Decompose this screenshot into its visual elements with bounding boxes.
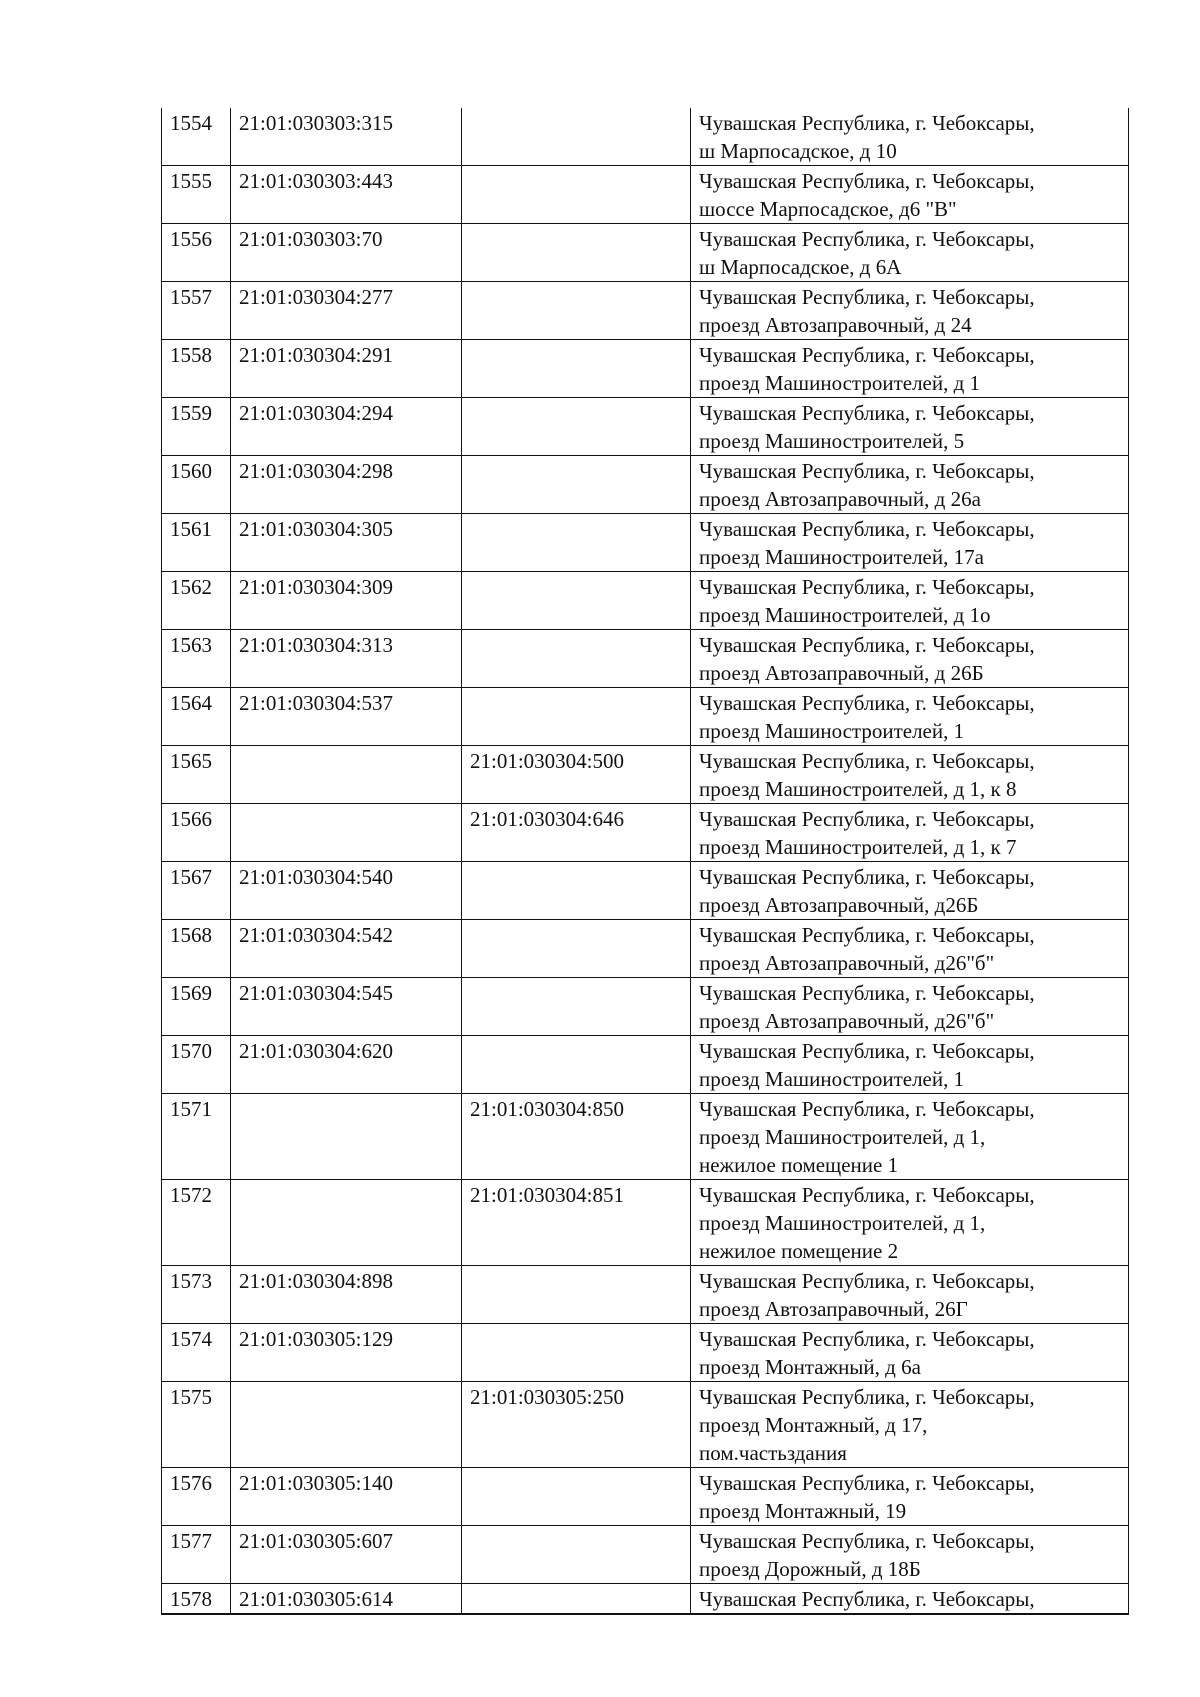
address-line: Чувашская Республика, г. Чебоксары, (699, 807, 1035, 831)
table-row (162, 456, 1129, 514)
land-cadastral-number-cell: 21:01:030304:620 (231, 1036, 462, 1094)
land-cadastral-number-cell (231, 746, 462, 804)
table-row (162, 920, 1129, 978)
address-cell (691, 978, 1129, 1036)
table-row (162, 1382, 1129, 1468)
registry-table-body (162, 108, 1129, 1614)
row-number-cell: 1565 (162, 746, 231, 804)
row-number-cell: 1557 (162, 282, 231, 340)
object-cadastral-number-cell (462, 224, 691, 282)
object-cadastral-number-cell (462, 514, 691, 572)
address-line: проезд Машиностроителей, 17а (699, 545, 984, 569)
table-row (162, 1180, 1129, 1266)
object-cadastral-number-cell (462, 108, 691, 166)
row-number-cell: 1558 (162, 340, 231, 398)
address-line: проезд Машиностроителей, 5 (699, 429, 965, 453)
table-row (162, 572, 1129, 630)
land-cadastral-number-cell: 21:01:030305:614 (231, 1584, 462, 1615)
land-cadastral-number-cell: 21:01:030303:70 (231, 224, 462, 282)
land-cadastral-number-cell: 21:01:030304:545 (231, 978, 462, 1036)
table-row (162, 862, 1129, 920)
row-number-cell: 1555 (162, 166, 231, 224)
row-number-cell: 1575 (162, 1382, 231, 1468)
object-cadastral-number-cell (462, 1324, 691, 1382)
address-cell (691, 1094, 1129, 1180)
object-cadastral-number-cell: 21:01:030304:646 (462, 804, 691, 862)
land-cadastral-number-cell: 21:01:030304:305 (231, 514, 462, 572)
address-line: проезд Машиностроителей, д 1, к 8 (699, 777, 1017, 801)
row-number-cell: 1564 (162, 688, 231, 746)
address-line: проезд Автозаправочный, д 26а (699, 487, 981, 511)
object-cadastral-number-cell (462, 920, 691, 978)
address-line: Чувашская Республика, г. Чебоксары, (699, 1529, 1035, 1553)
land-cadastral-number-cell: 21:01:030304:277 (231, 282, 462, 340)
row-number-cell: 1576 (162, 1468, 231, 1526)
object-cadastral-number-cell (462, 282, 691, 340)
object-cadastral-number-cell (462, 688, 691, 746)
table-row (162, 746, 1129, 804)
object-cadastral-number-cell: 21:01:030304:851 (462, 1180, 691, 1266)
table-row (162, 1266, 1129, 1324)
address-cell (691, 804, 1129, 862)
address-line: Чувашская Республика, г. Чебоксары, (699, 1327, 1035, 1351)
land-cadastral-number-cell (231, 804, 462, 862)
table-row (162, 1036, 1129, 1094)
address-line: проезд Автозаправочный, д26"б" (699, 1009, 995, 1033)
table-row (162, 514, 1129, 572)
address-cell (691, 1036, 1129, 1094)
cadastral-registry-table (161, 108, 1129, 1615)
land-cadastral-number-cell (231, 1094, 462, 1180)
address-line: проезд Машиностроителей, д 1о (699, 603, 991, 627)
row-number-cell: 1569 (162, 978, 231, 1036)
object-cadastral-number-cell (462, 1526, 691, 1584)
object-cadastral-number-cell (462, 166, 691, 224)
land-cadastral-number-cell: 21:01:030304:313 (231, 630, 462, 688)
table-row (162, 1094, 1129, 1180)
object-cadastral-number-cell (462, 862, 691, 920)
table-row (162, 630, 1129, 688)
address-line: Чувашская Республика, г. Чебоксары, (699, 285, 1035, 309)
row-number-cell: 1577 (162, 1526, 231, 1584)
address-line: проезд Автозаправочный, д26"б" (699, 951, 995, 975)
address-cell (691, 282, 1129, 340)
land-cadastral-number-cell: 21:01:030304:898 (231, 1266, 462, 1324)
table-row (162, 1468, 1129, 1526)
land-cadastral-number-cell (231, 1382, 462, 1468)
address-cell (691, 1266, 1129, 1324)
address-cell (691, 514, 1129, 572)
address-line: Чувашская Республика, г. Чебоксары, (699, 1587, 1035, 1611)
object-cadastral-number-cell (462, 398, 691, 456)
address-cell (691, 572, 1129, 630)
object-cadastral-number-cell: 21:01:030305:250 (462, 1382, 691, 1468)
row-number-cell: 1559 (162, 398, 231, 456)
object-cadastral-number-cell: 21:01:030304:850 (462, 1094, 691, 1180)
table-row (162, 224, 1129, 282)
row-number-cell: 1571 (162, 1094, 231, 1180)
object-cadastral-number-cell (462, 978, 691, 1036)
object-cadastral-number-cell: 21:01:030304:500 (462, 746, 691, 804)
address-line: проезд Автозаправочный, 26Г (699, 1297, 968, 1321)
address-line: проезд Машиностроителей, д 1, (699, 1125, 986, 1149)
object-cadastral-number-cell (462, 1584, 691, 1615)
address-cell (691, 398, 1129, 456)
address-line: Чувашская Республика, г. Чебоксары, (699, 1385, 1035, 1409)
address-line: проезд Машиностроителей, 1 (699, 1067, 965, 1091)
address-cell (691, 688, 1129, 746)
table-row (162, 688, 1129, 746)
address-cell (691, 224, 1129, 282)
land-cadastral-number-cell: 21:01:030304:294 (231, 398, 462, 456)
land-cadastral-number-cell: 21:01:030304:542 (231, 920, 462, 978)
address-cell (691, 1584, 1129, 1615)
address-line: Чувашская Республика, г. Чебоксары, (699, 981, 1035, 1005)
address-line: Чувашская Республика, г. Чебоксары, (699, 343, 1035, 367)
land-cadastral-number-cell: 21:01:030305:140 (231, 1468, 462, 1526)
address-cell (691, 1526, 1129, 1584)
address-cell (691, 1180, 1129, 1266)
table-row (162, 398, 1129, 456)
address-line: Чувашская Республика, г. Чебоксары, (699, 633, 1035, 657)
address-line: Чувашская Республика, г. Чебоксары, (699, 1097, 1035, 1121)
address-line: Чувашская Республика, г. Чебоксары, (699, 575, 1035, 599)
land-cadastral-number-cell: 21:01:030304:291 (231, 340, 462, 398)
land-cadastral-number-cell: 21:01:030305:607 (231, 1526, 462, 1584)
row-number-cell: 1578 (162, 1584, 231, 1615)
address-line: проезд Машиностроителей, д 1, к 7 (699, 835, 1017, 859)
object-cadastral-number-cell (462, 1036, 691, 1094)
table-row (162, 1584, 1129, 1615)
row-number-cell: 1568 (162, 920, 231, 978)
object-cadastral-number-cell (462, 1468, 691, 1526)
row-number-cell: 1561 (162, 514, 231, 572)
address-cell (691, 456, 1129, 514)
table-row (162, 166, 1129, 224)
address-line: Чувашская Республика, г. Чебоксары, (699, 1183, 1035, 1207)
address-line: Чувашская Республика, г. Чебоксары, (699, 169, 1035, 193)
row-number-cell: 1567 (162, 862, 231, 920)
row-number-cell: 1566 (162, 804, 231, 862)
address-line: Чувашская Республика, г. Чебоксары, (699, 111, 1035, 135)
address-line: Чувашская Республика, г. Чебоксары, (699, 1269, 1035, 1293)
address-line: Чувашская Республика, г. Чебоксары, (699, 459, 1035, 483)
land-cadastral-number-cell: 21:01:030304:537 (231, 688, 462, 746)
table-row (162, 978, 1129, 1036)
object-cadastral-number-cell (462, 1266, 691, 1324)
address-cell (691, 340, 1129, 398)
address-cell (691, 1324, 1129, 1382)
row-number-cell: 1573 (162, 1266, 231, 1324)
address-cell (691, 108, 1129, 166)
address-cell (691, 746, 1129, 804)
address-line: Чувашская Республика, г. Чебоксары, (699, 691, 1035, 715)
address-line: Чувашская Республика, г. Чебоксары, (699, 517, 1035, 541)
address-line: проезд Дорожный, д 18Б (699, 1557, 921, 1581)
address-line: проезд Монтажный, 19 (699, 1499, 907, 1523)
table-row (162, 340, 1129, 398)
land-cadastral-number-cell: 21:01:030305:129 (231, 1324, 462, 1382)
address-line: нежилое помещение 2 (699, 1239, 899, 1263)
row-number-cell: 1556 (162, 224, 231, 282)
table-row (162, 1324, 1129, 1382)
object-cadastral-number-cell (462, 340, 691, 398)
address-cell (691, 630, 1129, 688)
table-row (162, 282, 1129, 340)
land-cadastral-number-cell: 21:01:030303:443 (231, 166, 462, 224)
address-line: Чувашская Республика, г. Чебоксары, (699, 227, 1035, 251)
address-line: проезд Автозаправочный, д26Б (699, 893, 979, 917)
table-row (162, 108, 1129, 166)
table-row (162, 804, 1129, 862)
address-line: Чувашская Республика, г. Чебоксары, (699, 1471, 1035, 1495)
address-line: пом.частьздания (699, 1441, 847, 1465)
address-line: Чувашская Республика, г. Чебоксары, (699, 1039, 1035, 1063)
address-line: Чувашская Республика, г. Чебоксары, (699, 865, 1035, 889)
address-line: нежилое помещение 1 (699, 1153, 899, 1177)
row-number-cell: 1574 (162, 1324, 231, 1382)
address-line: Чувашская Республика, г. Чебоксары, (699, 401, 1035, 425)
address-line: проезд Монтажный, д 6а (699, 1355, 921, 1379)
row-number-cell: 1554 (162, 108, 231, 166)
land-cadastral-number-cell: 21:01:030304:298 (231, 456, 462, 514)
land-cadastral-number-cell: 21:01:030304:309 (231, 572, 462, 630)
address-line: проезд Монтажный, д 17, (699, 1413, 928, 1437)
address-cell (691, 1382, 1129, 1468)
address-line: проезд Автозаправочный, д 24 (699, 313, 972, 337)
land-cadastral-number-cell: 21:01:030304:540 (231, 862, 462, 920)
address-cell (691, 1468, 1129, 1526)
object-cadastral-number-cell (462, 572, 691, 630)
row-number-cell: 1570 (162, 1036, 231, 1094)
table-row (162, 1526, 1129, 1584)
address-line: Чувашская Республика, г. Чебоксары, (699, 923, 1035, 947)
address-line: проезд Автозаправочный, д 26Б (699, 661, 984, 685)
row-number-cell: 1563 (162, 630, 231, 688)
address-line: проезд Машиностроителей, д 1, (699, 1211, 986, 1235)
address-cell (691, 166, 1129, 224)
address-line: Чувашская Республика, г. Чебоксары, (699, 749, 1035, 773)
address-line: ш Марпосадское, д 10 (699, 139, 897, 163)
object-cadastral-number-cell (462, 630, 691, 688)
address-line: проезд Машиностроителей, 1 (699, 719, 965, 743)
row-number-cell: 1562 (162, 572, 231, 630)
address-line: ш Марпосадское, д 6А (699, 255, 902, 279)
address-line: проезд Машиностроителей, д 1 (699, 371, 981, 395)
land-cadastral-number-cell (231, 1180, 462, 1266)
object-cadastral-number-cell (462, 456, 691, 514)
address-line: шоссе Марпосадское, д6 "В" (699, 197, 957, 221)
row-number-cell: 1560 (162, 456, 231, 514)
address-cell (691, 920, 1129, 978)
address-cell (691, 862, 1129, 920)
land-cadastral-number-cell: 21:01:030303:315 (231, 108, 462, 166)
row-number-cell: 1572 (162, 1180, 231, 1266)
